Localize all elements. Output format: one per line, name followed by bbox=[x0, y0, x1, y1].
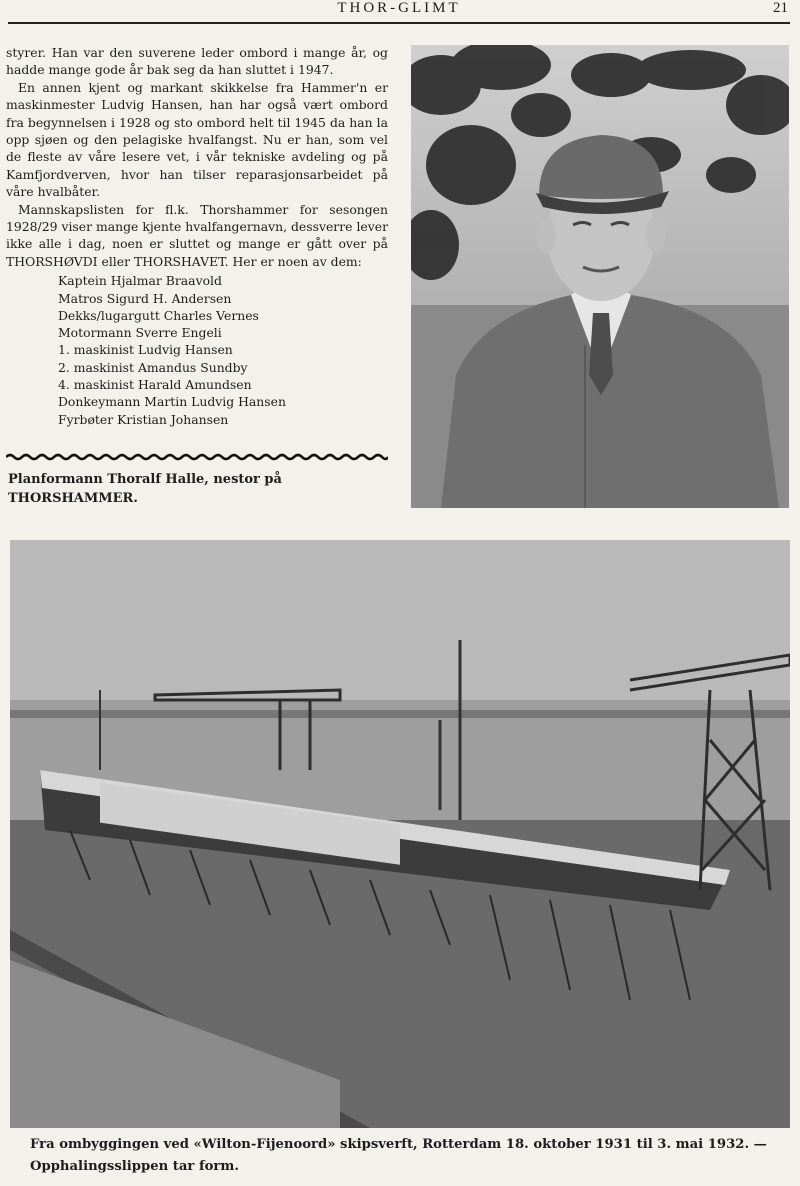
portrait-caption: Planformann Thoralf Halle, nestor på THORSHAMMER. bbox=[8, 472, 282, 506]
crew-member: Matros Sigurd H. Andersen bbox=[58, 290, 232, 306]
crew-member: 2. maskinist Amandus Sundby bbox=[58, 359, 248, 375]
crew-list bbox=[6, 272, 388, 428]
article-paragraph: En annen kjent og markant skikkelse fra Hammer'n er maskinmester Ludvig Hansen, han har også vært ombord fra begynnelsen i 1928 og sto ombord helt til 1945 da han la opp sjøen og den pelagiske hvalfangst. Nu er han, som vel de fleste av våre lesere vet, i vår tekniske avdeling og på Kamfjordverven, hvor han tilser reparasjonsarbeidet på våre hvalbåter. bbox=[6, 79, 388, 200]
article-paragraph: styrer. Han var den suverene leder ombord i mange år, og hadde mange gode år bak seg da han sluttet i 1947. bbox=[6, 45, 388, 78]
ship-caption: Fra ombyggingen ved «Wilton-Fijenoord» skipsverft, Rotterdam 18. oktober 1931 til 3. mai 1932. — Opphalingsslippen tar form. bbox=[30, 1137, 767, 1174]
journal-title: THOR-GLIMT bbox=[337, 0, 461, 16]
ship-photo bbox=[10, 540, 790, 1128]
crew-member: Motormann Sverre Engeli bbox=[58, 325, 222, 341]
crew-member: Donkeymann Martin Ludvig Hansen bbox=[58, 394, 286, 410]
page-header bbox=[8, 0, 790, 24]
crew-member: Dekks/lugargutt Charles Vernes bbox=[58, 307, 259, 323]
shipyard-illustration bbox=[10, 540, 790, 1128]
article-text bbox=[6, 44, 388, 428]
portrait-illustration bbox=[411, 45, 789, 508]
crew-member: 1. maskinist Ludvig Hansen bbox=[58, 342, 233, 358]
crew-member: Fyrbøter Kristian Johansen bbox=[58, 411, 229, 427]
portrait-photo bbox=[411, 45, 789, 508]
wavy-divider bbox=[6, 450, 388, 464]
crew-member: Kaptein Hjalmar Braavold bbox=[58, 273, 222, 289]
crew-member: 4. maskinist Harald Amundsen bbox=[58, 377, 252, 393]
article-paragraph: Mannskapslisten for fl.k. Thorshammer for sesongen 1928/29 viser mange kjente hvalfangernavn, dessverre lever ikke alle i dag, noen er sluttet og mange er gått over på THORSHØVDI eller THORSHAVET. Her er noen av dem: bbox=[6, 201, 388, 269]
page-number: 21 bbox=[773, 0, 788, 16]
